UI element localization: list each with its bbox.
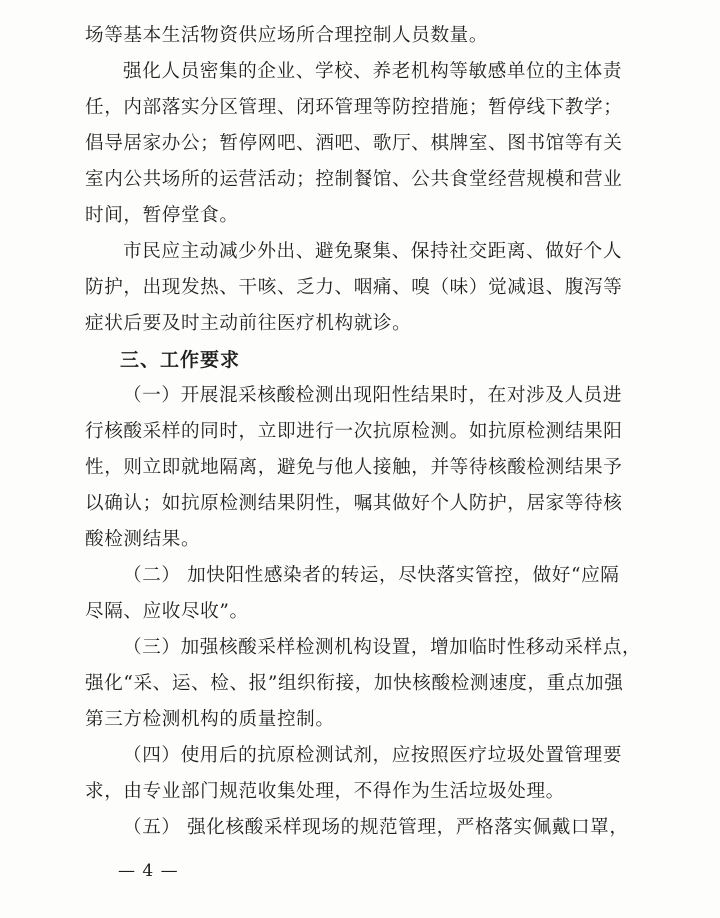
text-line: 防护，出现发热、干咳、乏力、咽痛、嗅（味）觉减退、腹泻等 [85,277,623,298]
text-line: 第三方检测机构的质量控制。 [85,709,335,730]
text-line: 尽隔、应收尽收”。 [85,601,249,622]
text-line: 以确认；如抗原检测结果阴性，嘱其做好个人防护，居家等待核 [85,493,623,514]
text-line: 室内公共场所的运营活动；控制餐馆、公共食堂经营规模和营业 [85,169,623,190]
text-line: 强化“采、运、检、报”组织衔接，加快核酸检测速度，重点加强 [85,673,624,694]
text-line: 时间，暂停堂食。 [85,205,239,226]
text-line: 求，由专业部门规范收集处理，不得作为生活垃圾处理。 [85,781,565,802]
text-line: 倡导居家办公；暂停网吧、酒吧、歌厅、棋牌室、图书馆等有关 [85,133,623,154]
text-line: 任，内部落实分区管理、闭环管理等防控措施；暂停线下教学； [85,97,623,118]
text-line: （四）使用后的抗原检测试剂，应按照医疗垃圾处置管理要 [123,745,623,766]
text-line: （三）加强核酸采样检测机构设置，增加临时性移动采样点， [123,637,642,658]
text-line: （二） 加快阳性感染者的转运，尽快落实管控，做好“应隔 [123,565,620,586]
text-line: 行核酸采样的同时，立即进行一次抗原检测。如抗原检测结果阳 [85,421,623,442]
text-line: （一）开展混采核酸检测出现阳性结果时，在对涉及人员进 [123,385,623,406]
text-line: 酸检测结果。 [85,529,201,550]
text-line: 场等基本生活物资供应场所合理控制人员数量。 [85,25,489,46]
text-line: 强化人员密集的企业、学校、养老机构等敏感单位的主体责 [123,61,623,82]
text-line: 市民应主动减少外出、避免聚集、保持社交距离、做好个人 [123,241,623,262]
text-line: 性，则立即就地隔离，避免与他人接触，并等待核酸检测结果予 [85,457,623,478]
section-heading: 三、工作要求 [120,349,241,371]
text-line: （五） 强化核酸采样现场的规范管理，严格落实佩戴口罩， [123,817,629,838]
text-line: 症状后要及时主动前往医疗机构就诊。 [85,313,412,334]
page-number: — 4 — [118,861,179,881]
